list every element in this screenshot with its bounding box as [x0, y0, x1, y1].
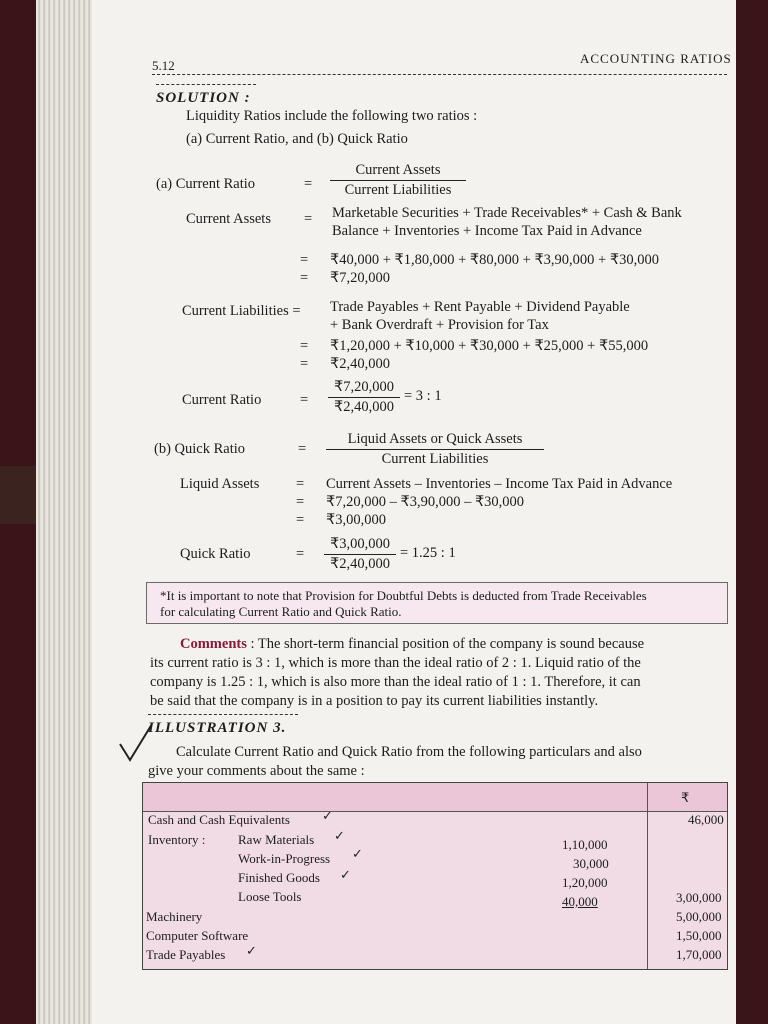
liquid-assets-values: ₹7,20,000 – ₹3,90,000 – ₹30,000	[326, 494, 525, 510]
row-amount: 1,70,000	[676, 947, 722, 962]
formula-numerator: Liquid Assets or Quick Assets	[326, 431, 544, 450]
result-denominator: ₹2,40,000	[330, 556, 390, 572]
page-number: 5.12	[152, 58, 175, 73]
equals-sign: =	[296, 476, 305, 492]
comments-label: Comments	[180, 636, 247, 652]
equals-sign: =	[300, 252, 309, 268]
solution-intro-1: Liquidity Ratios include the following two ratios :	[186, 108, 478, 124]
result-denominator: ₹2,40,000	[334, 399, 394, 415]
row-amount: 5,00,000	[676, 909, 722, 924]
row-label: Trade Payables	[146, 947, 226, 962]
current-assets-total: ₹7,20,000	[330, 270, 390, 286]
solution-heading: SOLUTION :	[156, 90, 251, 106]
current-ratio-label: (a) Current Ratio	[156, 176, 256, 192]
tick-mark-icon	[116, 722, 156, 764]
liquid-assets-label: Liquid Assets	[180, 476, 260, 492]
equals-sign: =	[296, 512, 305, 528]
row-amount: 46,000	[688, 812, 724, 827]
illustration-line-1: Calculate Current Ratio and Quick Ratio from the following particulars and also	[176, 744, 642, 760]
current-liabilities-label: Current Liabilities =	[182, 303, 301, 319]
quick-ratio-label: (b) Quick Ratio	[154, 441, 246, 457]
equals-sign: =	[300, 392, 309, 408]
running-title: ACCOUNTING RATIOS	[580, 51, 732, 66]
comments-paragraph-1	[180, 636, 644, 653]
illustration-line-2: give your comments about the same :	[148, 763, 365, 779]
result-numerator: ₹3,00,000	[324, 536, 396, 555]
tick-mark-icon: ✓	[352, 846, 363, 861]
row-label: Cash and Cash Equivalents	[148, 812, 290, 827]
current-assets-line-1: Marketable Securities + Trade Receivables* + Cash & Bank	[332, 205, 682, 221]
illustration-heading: ILLUSTRATION 3.	[148, 720, 287, 736]
tick-mark-icon: ✓	[322, 808, 333, 823]
current-assets-line-2: Balance + Inventories + Income Tax Paid in Advance	[332, 223, 642, 239]
equals-sign: =	[300, 270, 309, 286]
current-liabilities-line-1: Trade Payables + Rent Payable + Dividend Payable	[330, 299, 630, 315]
equals-sign: =	[304, 211, 313, 227]
liquid-assets-total: ₹3,00,000	[326, 512, 386, 528]
quick-ratio-result-label: Quick Ratio	[180, 546, 251, 562]
equals-sign: =	[304, 176, 313, 192]
current-ratio-result-value: = 3 : 1	[404, 388, 442, 404]
solution-intro-2: (a) Current Ratio, and (b) Quick Ratio	[186, 131, 408, 147]
equals-sign: =	[298, 441, 307, 457]
tick-mark-icon: ✓	[334, 828, 345, 843]
equals-sign: =	[296, 546, 305, 562]
comments-line-1: : The short-term financial position of the company is sound because	[246, 636, 645, 652]
page-edges	[36, 0, 92, 1024]
formula-numerator: Current Assets	[330, 162, 466, 181]
quick-ratio-result-fraction	[324, 536, 396, 573]
current-liabilities-total: ₹2,40,000	[330, 356, 390, 372]
formula-denominator: Current Liabilities	[381, 451, 489, 467]
current-liabilities-values: ₹1,20,000 + ₹10,000 + ₹30,000 + ₹25,000 + ₹55,000	[330, 338, 649, 354]
comments-line-2: its current ratio is 3 : 1, which is more than the ideal ratio of 2 : 1. Liquid ratio of the	[150, 655, 641, 671]
solution-heading-rule	[156, 84, 256, 85]
row-sublabel: Work-in-Progress	[238, 851, 331, 866]
row-sublabel: Raw Materials	[238, 832, 315, 847]
equals-sign: =	[296, 494, 305, 510]
row-subamount: 30,000	[573, 856, 609, 871]
row-subamount: 1,10,000	[562, 837, 608, 852]
current-ratio-result-fraction	[328, 379, 400, 416]
row-label: Machinery	[146, 909, 203, 924]
liquid-assets-line-1: Current Assets – Inventories – Income Tax Paid in Advance	[326, 476, 673, 492]
result-numerator: ₹7,20,000	[328, 379, 400, 398]
row-sublabel: Loose Tools	[238, 889, 302, 904]
header-rule	[152, 74, 727, 75]
equals-sign: =	[300, 356, 309, 372]
note-line-2: for calculating Current Ratio and Quick Ratio.	[160, 604, 402, 619]
note-line-1: *It is important to note that Provision for Doubtful Debts is deducted from Trade Receivables	[160, 588, 647, 603]
table-header	[143, 783, 727, 812]
table-column-divider	[647, 783, 648, 969]
row-subamount: 1,20,000	[562, 875, 608, 890]
current-ratio-formula	[330, 162, 466, 199]
current-ratio-result-label: Current Ratio	[182, 392, 262, 408]
row-sublabel: Finished Goods	[238, 870, 320, 885]
formula-denominator: Current Liabilities	[344, 182, 452, 198]
current-assets-label: Current Assets	[186, 211, 271, 227]
row-label: Computer Software	[146, 928, 249, 943]
row-amount: 1,50,000	[676, 928, 722, 943]
row-subamount: 40,000	[562, 894, 598, 909]
tick-mark-icon: ✓	[246, 943, 257, 958]
row-label: Inventory :	[148, 832, 206, 847]
quick-ratio-formula	[326, 431, 544, 468]
row-amount: 3,00,000	[676, 890, 722, 905]
tick-mark-icon: ✓	[340, 867, 351, 882]
quick-ratio-result-value: = 1.25 : 1	[400, 545, 456, 561]
current-assets-values: ₹40,000 + ₹1,80,000 + ₹80,000 + ₹3,90,000 + ₹30,000	[330, 252, 659, 268]
comments-line-4: be said that the company is in a position to pay its current liabilities instantly.	[150, 693, 599, 709]
current-liabilities-line-2: + Bank Overdraft + Provision for Tax	[330, 317, 549, 333]
currency-header: ₹	[681, 790, 690, 805]
illustration-heading-rule	[148, 714, 298, 715]
equals-sign: =	[300, 338, 309, 354]
comments-line-3: company is 1.25 : 1, which is also more than the ideal ratio of 1 : 1. Therefore, it can	[150, 674, 641, 690]
